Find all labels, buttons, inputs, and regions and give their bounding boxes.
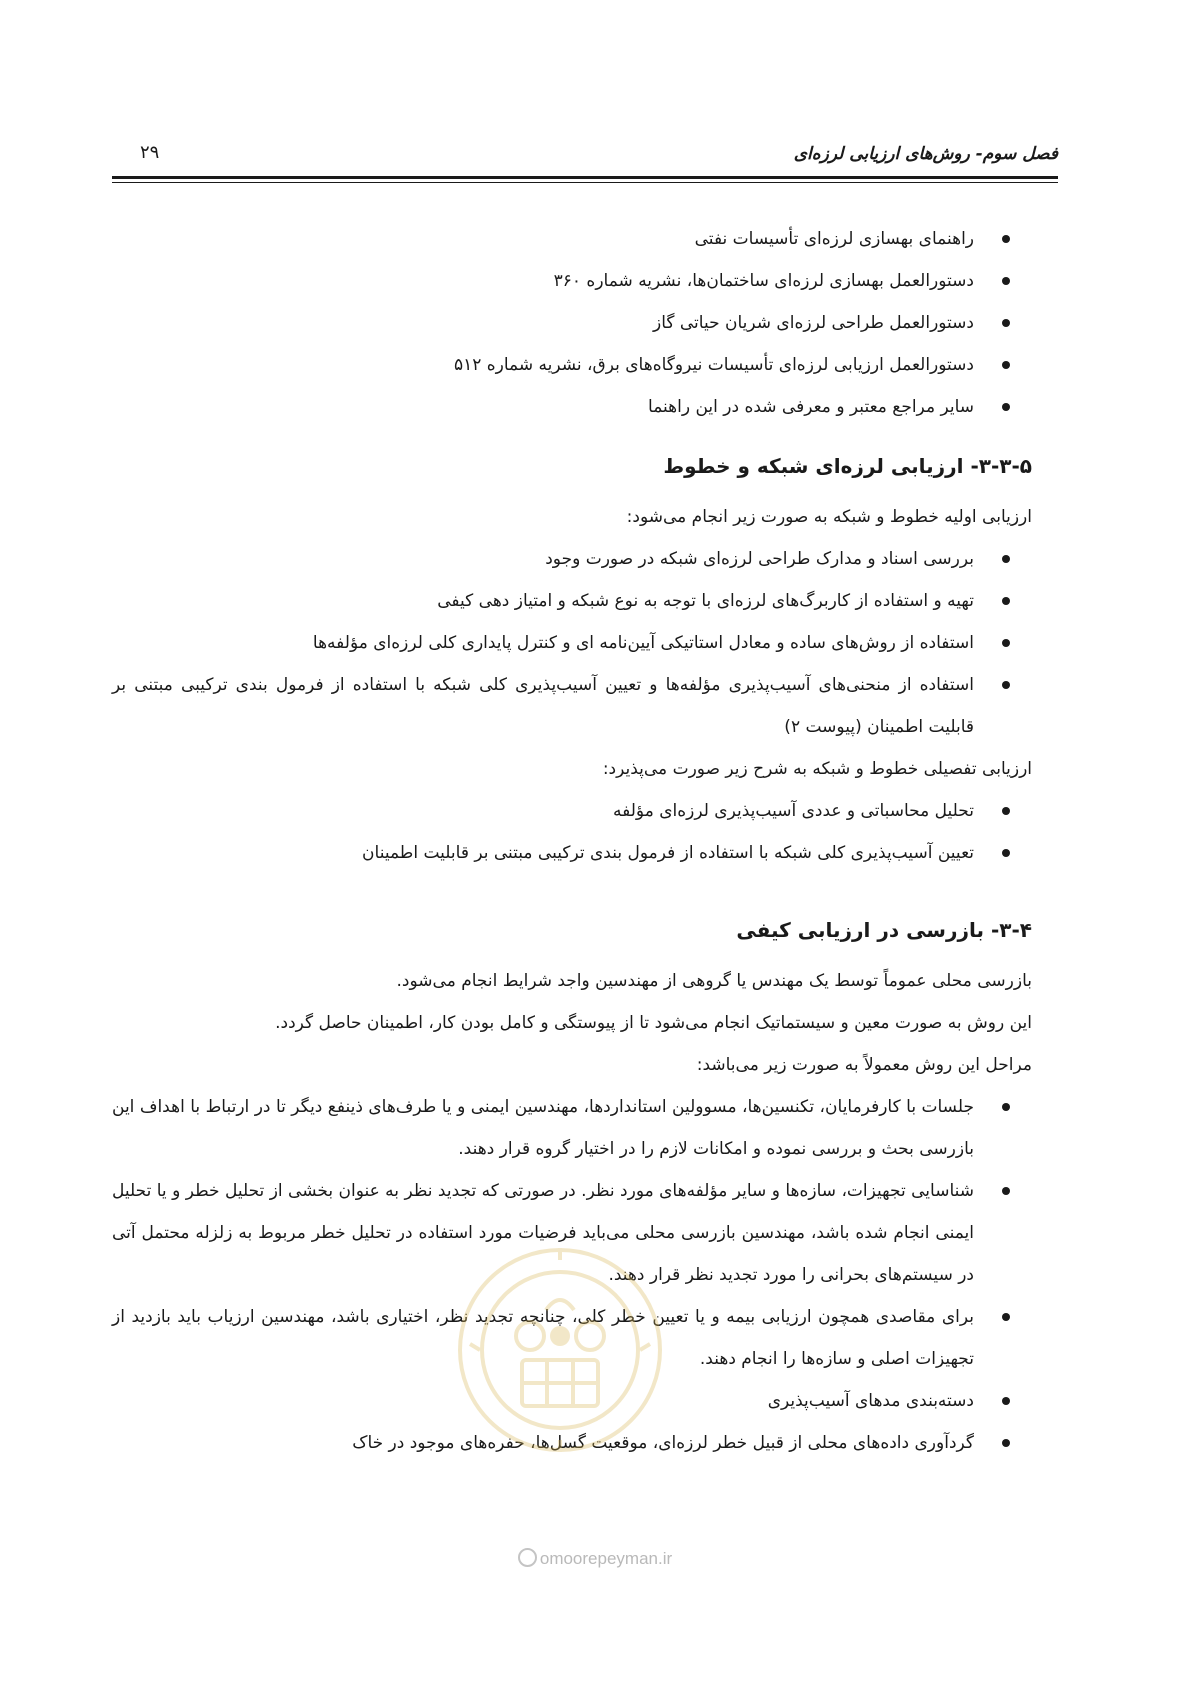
list-item — [112, 386, 1032, 428]
list-item — [112, 260, 1032, 302]
inspection-steps-list — [112, 1086, 1032, 1464]
list-item-text: تحلیل محاسباتی و عددی آسیب‌پذیری لرزه‌ای مؤلفه — [613, 801, 974, 821]
chapter-title: فصل سوم- روش‌های ارزیابی لرزه‌ای — [793, 144, 1058, 164]
list-item — [112, 344, 1032, 386]
main-content — [112, 218, 1032, 1464]
list-item — [112, 1296, 1032, 1380]
list-item — [112, 218, 1032, 260]
bullet-icon — [1002, 1313, 1010, 1321]
list-item — [112, 622, 1032, 664]
list-item-text: دستورالعمل بهسازی لرزه‌ای ساختمان‌ها، نشریه شماره ۳۶۰ — [553, 271, 974, 291]
watermark-site-label — [0, 1548, 1190, 1569]
bullet-icon — [1002, 235, 1010, 243]
list-item-text: دستورالعمل طراحی لرزه‌ای شریان حیاتی گاز — [653, 313, 974, 333]
list-item — [112, 1422, 1032, 1464]
paragraph: ارزیابی تفصیلی خطوط و شبکه به شرح زیر صورت می‌پذیرد: — [602, 759, 1032, 779]
list-item-text: دسته‌بندی مدهای آسیب‌پذیری — [767, 1391, 974, 1411]
bullet-icon — [1002, 849, 1010, 857]
bullet-icon — [1002, 597, 1010, 605]
list-item-text: تهیه و استفاده از کاربرگ‌های لرزه‌ای با توجه به نوع شبکه و امتیاز دهی کیفی — [437, 591, 974, 611]
list-item — [112, 580, 1032, 622]
section-heading-3-3-5: ۳-۳-۵- ارزیابی لرزه‌ای شبکه و خطوط — [663, 454, 1032, 478]
list-item-text: استفاده از منحنی‌های آسیب‌پذیری مؤلفه‌ها و تعیین آسیب‌پذیری کلی شبکه با استفاده از فرمول بندی ترکیبی مبتنی بر قابلیت اطمینان (پیوست ۲) — [112, 675, 974, 737]
list-item — [112, 302, 1032, 344]
list-item-text: بررسی اسناد و مدارک طراحی لرزه‌ای شبکه در صورت وجود — [545, 549, 974, 569]
page-number: ۲۹ — [140, 142, 160, 163]
list-item-text: استفاده از روش‌های ساده و معادل استاتیکی آیین‌نامه ای و کنترل پایداری کلی لرزه‌ای مؤلفه‌ها — [312, 633, 974, 653]
bullet-icon — [1002, 277, 1010, 285]
list-item-text: دستورالعمل ارزیابی لرزه‌ای تأسیسات نیروگاه‌های برق، نشریه شماره ۵۱۲ — [453, 355, 974, 375]
bullet-icon — [1002, 639, 1010, 647]
bullet-icon — [1002, 555, 1010, 563]
bullet-icon — [1002, 361, 1010, 369]
paragraph: ارزیابی اولیه خطوط و شبکه به صورت زیر انجام می‌شود: — [626, 507, 1032, 527]
list-item-text: شناسایی تجهیزات، سازه‌ها و سایر مؤلفه‌های مورد نظر. در صورتی که تجدید نظر به عنوان بخشی از تحلیل خطر و یا تحلیل ایمنی انجام شده باشد، مهندسین بازرسی محلی می‌باید فرضیات مورد استفاده در تحلیل خطر مربوط به زلزله محتمل آتی در سیستم‌های بحرانی را مورد تجدید نظر قرار دهند. — [112, 1181, 974, 1285]
bullet-icon — [1002, 1397, 1010, 1405]
references-list — [112, 218, 1032, 428]
preliminary-assessment-list — [112, 538, 1032, 748]
running-header — [112, 140, 1058, 180]
list-item — [112, 664, 1032, 748]
bullet-icon — [1002, 403, 1010, 411]
header-rule-thick — [112, 176, 1058, 179]
list-item — [112, 1170, 1032, 1296]
bullet-icon — [1002, 807, 1010, 815]
list-item-text: راهنمای بهسازی لرزه‌ای تأسیسات نفتی — [694, 229, 974, 249]
list-item — [112, 1086, 1032, 1170]
bullet-icon — [1002, 319, 1010, 327]
list-item — [112, 1380, 1032, 1422]
detailed-assessment-list — [112, 790, 1032, 874]
paragraph: این روش به صورت معین و سیستماتیک انجام می‌شود تا از پیوستگی و کامل بودن کار، اطمینان حاصل گردد. — [275, 1013, 1032, 1033]
header-rule-thin — [112, 182, 1058, 183]
list-item-text: گردآوری داده‌های محلی از قبیل خطر لرزه‌ای، موقعیت گسل‌ها، حفره‌های موجود در خاک — [352, 1433, 974, 1453]
at-sign-icon — [518, 1548, 537, 1567]
list-item-text: سایر مراجع معتبر و معرفی شده در این راهنما — [648, 397, 974, 417]
bullet-icon — [1002, 1103, 1010, 1111]
list-item — [112, 790, 1032, 832]
paragraph: مراحل این روش معمولاً به صورت زیر می‌باشد: — [696, 1055, 1032, 1075]
section-heading-3-4: ۳-۴- بازرسی در ارزیابی کیفی — [736, 918, 1032, 942]
paragraph: بازرسی محلی عموماً توسط یک مهندس یا گروهی از مهندسین واجد شرایط انجام می‌شود. — [396, 971, 1032, 991]
list-item-text: تعیین آسیب‌پذیری کلی شبکه با استفاده از فرمول بندی ترکیبی مبتنی بر قابلیت اطمینان — [362, 843, 974, 863]
bullet-icon — [1002, 681, 1010, 689]
list-item-text: برای مقاصدی همچون ارزیابی بیمه و یا تعیین خطر کلی، چنانچه تجدید نظر، اختیاری باشد، مهندسین ارزیاب باید بازدید از تجهیزات اصلی و سازه‌ها را انجام دهند. — [112, 1307, 974, 1369]
list-item-text: جلسات با کارفرمایان، تکنسین‌ها، مسوولین استانداردها، مهندسین ایمنی و یا طرف‌های ذینفع دیگر تا در ارتباط با اهداف این بازرسی بحث و بررسی نموده و امکانات لازم را در اختیار گروه قرار دهند. — [112, 1097, 974, 1159]
watermark-site-text: omoorepeyman.ir — [539, 1549, 673, 1568]
list-item — [112, 538, 1032, 580]
bullet-icon — [1002, 1439, 1010, 1447]
bullet-icon — [1002, 1187, 1010, 1195]
list-item — [112, 832, 1032, 874]
